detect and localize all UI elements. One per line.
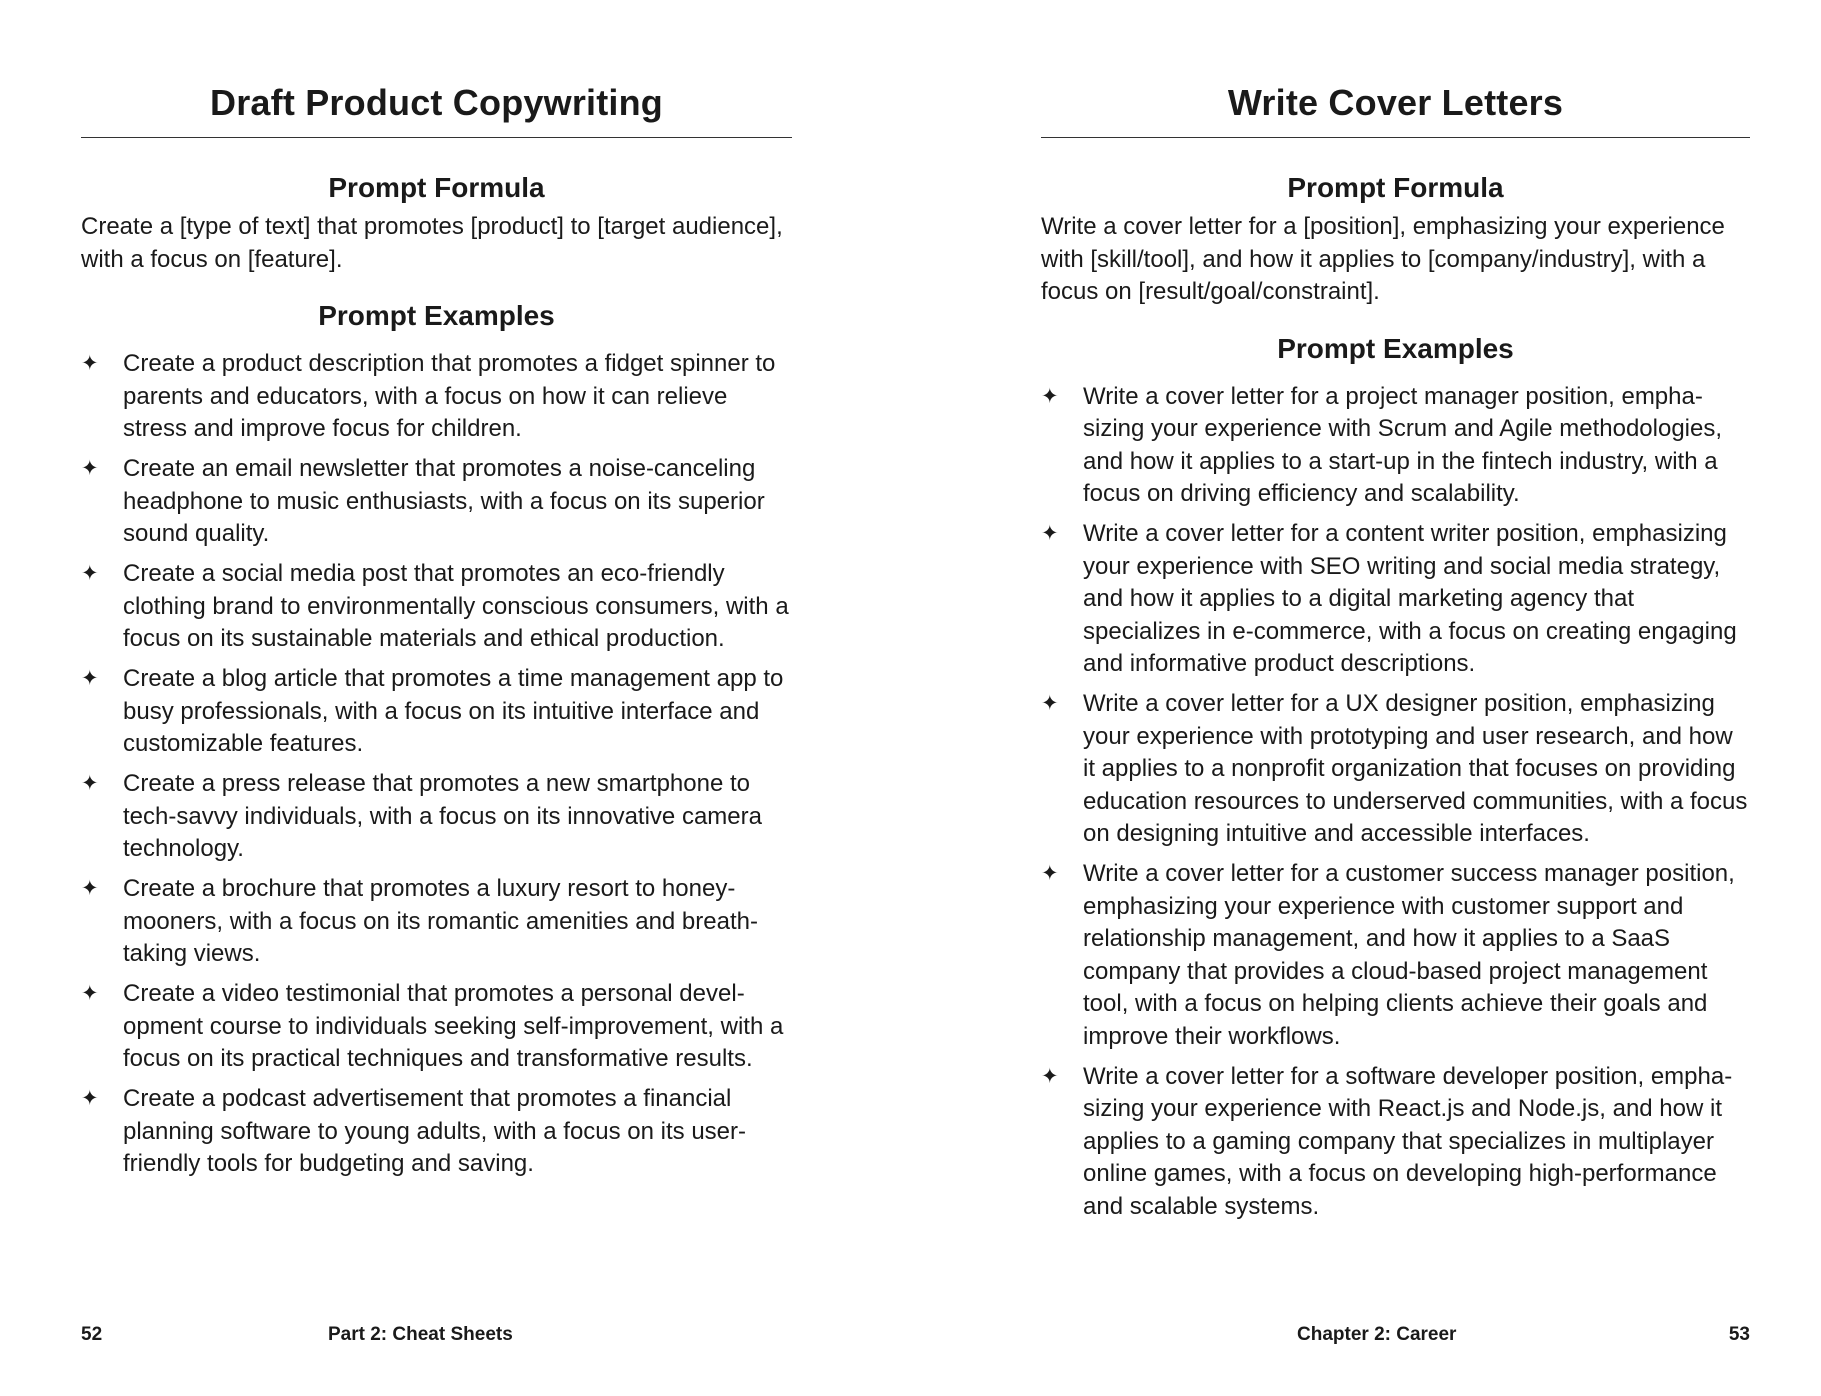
list-item: [81, 663, 792, 761]
title-divider: [1041, 137, 1750, 138]
example-text: Write a cover letter for a project manager position, emphasizing your experience with Scrum and Agile methodologies, and how it applies to a start-up in the fintech industry, with a focus on driving efficiency and scalability.: [1083, 382, 1723, 507]
example-text: Write a cover letter for a UX designer position, emphasizing your experience with prototyping and user research, and how it applies to a nonprofit organization that focuses on providing education resources to underserved communities, with a focus on designing intuitive and accessible interfaces.: [1083, 690, 1748, 847]
example-text: Create a podcast advertisement that promotes a financial planning software to young adults, with a focus on its user-friendly tools for budgeting and saving.: [123, 1085, 747, 1177]
list-item: [81, 1083, 792, 1181]
list-item: [81, 348, 792, 446]
list-item: [1041, 518, 1750, 681]
list-item: [81, 558, 792, 656]
page-number-right: 53: [1728, 1324, 1750, 1345]
example-text: Create a blog article that promotes a time management app to busy professionals, with a focus on its intuitive interface and customizable features.: [123, 665, 784, 757]
running-head-left: Part 2: Cheat Sheets: [328, 1324, 513, 1345]
star-bullet-icon: ✦: [81, 982, 99, 1005]
example-text: Create a social media post that promotes an eco-friendly clothing brand to environmentally conscious consumers, with a focus on its sustainable materials and ethical production.: [123, 560, 789, 652]
list-item: [1041, 688, 1750, 851]
page-number-left: 52: [81, 1324, 103, 1345]
star-bullet-icon: ✦: [81, 457, 99, 480]
star-bullet-icon: ✦: [1041, 692, 1059, 715]
left-page: [81, 0, 792, 1396]
list-item: [81, 978, 792, 1076]
example-text: Write a cover letter for a customer success manager position, emphasizing your experience with customer support and relationship management, and how it applies to a SaaS company that provides a cloud-based project management tool, with a focus on helping clients achieve their goals and improve their workflows.: [1083, 860, 1735, 1050]
star-bullet-icon: ✦: [1041, 862, 1059, 885]
star-bullet-icon: ✦: [81, 667, 99, 690]
example-text: Create a press release that promotes a new smartphone to tech-savvy individuals, with a focus on its innovative camera technology.: [123, 770, 762, 862]
example-text: Create a brochure that promotes a luxury resort to honeymooners, with a focus on its romantic amenities and breathtaking views.: [123, 875, 758, 967]
prompt-examples-heading: Prompt Examples: [318, 300, 555, 331]
list-item: [1041, 1061, 1750, 1224]
star-bullet-icon: ✦: [81, 562, 99, 585]
star-bullet-icon: ✦: [81, 877, 99, 900]
example-text: Create an email newsletter that promotes a noise-canceling headphone to music enthusiasts, with a focus on its superior sound quality.: [123, 455, 765, 547]
example-text: Create a video testimonial that promotes a personal development course to individuals seeking self-improvement, with a focus on its practical techniques and transformative results.: [123, 980, 784, 1072]
page-title: Write Cover Letters: [1227, 82, 1564, 123]
running-head-right: Chapter 2: Career: [1297, 1324, 1457, 1345]
star-bullet-icon: ✦: [1041, 1064, 1059, 1088]
star-bullet-icon: ✦: [81, 352, 99, 375]
example-text: Write a cover letter for a content writer position, emphasizing your experience with SEO writing and social media strategy, and how it applies to a digital marketing agency that specializes in e-commerce, with a focus on creating engaging and informative product descriptions.: [1083, 520, 1737, 677]
prompt-examples-list: [1041, 381, 1750, 1224]
prompt-formula-text: Write a cover letter for a [position], emphasizing your experience with [skill/tool], and how it applies to [company/industry], with a focus on [result/goal/constraint].: [1041, 213, 1725, 305]
prompt-examples-heading: Prompt Examples: [1277, 332, 1514, 364]
prompt-formula-text: Create a [type of text] that promotes [product] to [target audience], with a focus on [feature].: [81, 213, 783, 273]
example-text: Write a cover letter for a software developer position, emphasizing your experience with React.js and Node.js, and how it applies to a gaming company that specializes in multiplayer online games, with a focus on developing high-performance and scalable systems.: [1083, 1062, 1733, 1220]
prompt-formula-heading: Prompt Formula: [1287, 172, 1504, 203]
prompt-formula-heading: Prompt Formula: [328, 172, 545, 203]
page-title: Draft Product Copywriting: [210, 82, 663, 123]
example-text: Create a product description that promotes a fidget spinner to parents and educators, with a focus on how it can relieve stress and improve focus for children.: [123, 350, 776, 442]
list-item: [1041, 858, 1750, 1053]
star-bullet-icon: ✦: [81, 1087, 99, 1110]
star-bullet-icon: ✦: [81, 772, 99, 795]
right-page: [1041, 0, 1750, 1396]
list-item: [1041, 381, 1750, 511]
list-item: [81, 768, 792, 866]
list-item: [81, 873, 792, 971]
prompt-examples-list: [81, 348, 792, 1181]
list-item: [81, 453, 792, 551]
star-bullet-icon: ✦: [1041, 384, 1059, 408]
title-divider: [81, 137, 792, 138]
star-bullet-icon: ✦: [1041, 522, 1059, 545]
